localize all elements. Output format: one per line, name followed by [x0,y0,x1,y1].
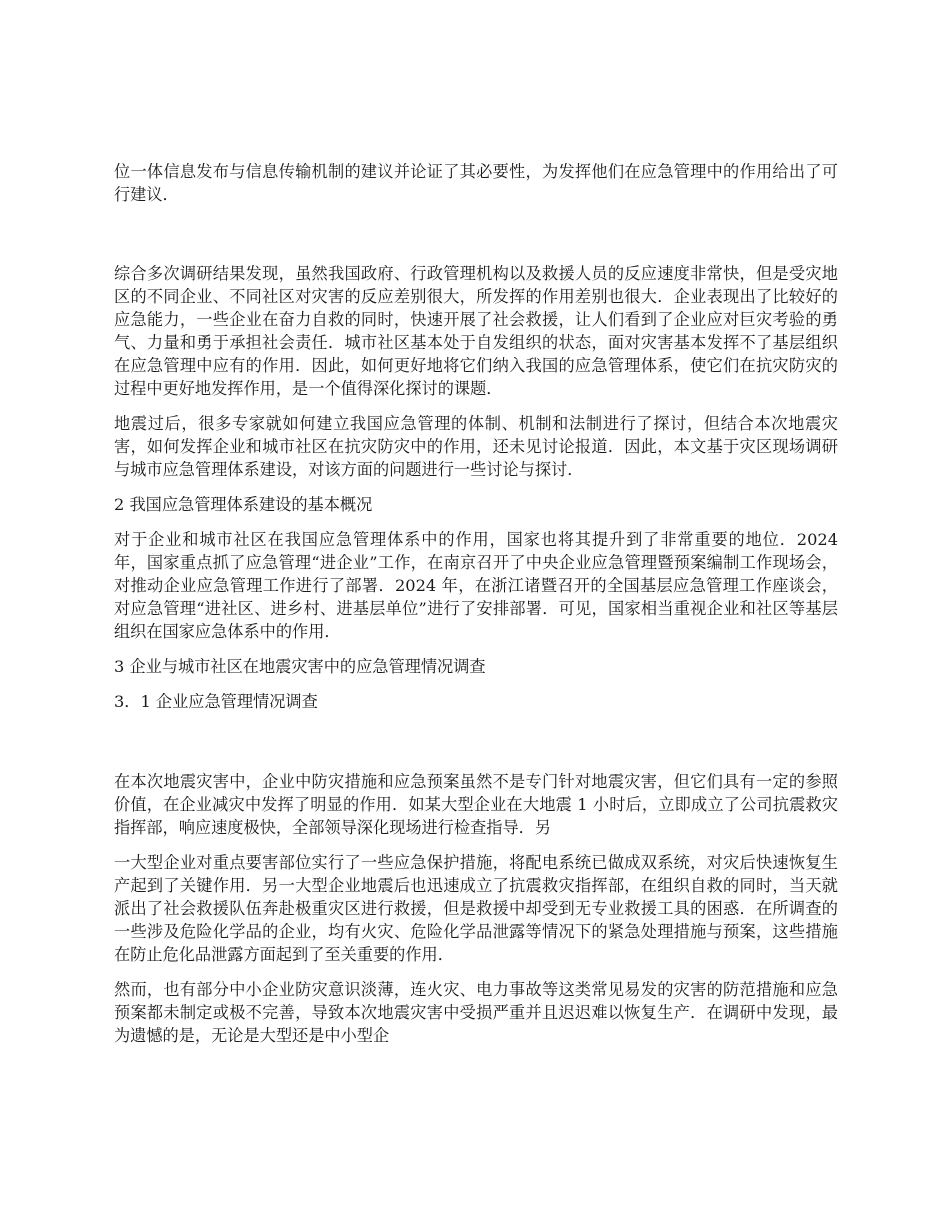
section-heading-3: 3 企业与城市社区在地震灾害中的应急管理情况调查 [114,657,486,676]
paragraph-enterprise-measures: 一大型企业对重点要害部位实行了一些应急保护措施，将配电系统已做成双系统，对灾后快速恢复生产起到了关键作用．另一大型企业地震后也迅速成立了抗震救灾指挥部，在组织自救的同时，当天就派出了社会救援队伍奔赴极重灾区进行救援，但是救援中却受到无专业救援工具的困惑．在所调查的一些涉及危险化学品的企业，均有火灾、危险化学品泄露等情况下的紧急处理措施与预案，这些措施在防止危化品泄露方面起到了至关重要的作用． [114,853,838,964]
section-heading-2: 2 我国应急管理体系建设的基本概况 [114,495,373,514]
paragraph-survey-findings: 综合多次调研结果发现，虽然我国政府、行政管理机构以及救援人员的反应速度非常快，但是受灾地区的不同企业、不同社区对灾害的反应差别很大，所发挥的作用差别也很大．企业表现出了比较好的应急能力，一些企业在奋力自救的同时，快速开展了社会救援，让人们看到了企业应对巨灾考验的勇气、力量和勇于承担社会责任．城市社区基本处于自发组织的状态，面对灾害基本发挥不了基层组织在应急管理中应有的作用．因此，如何更好地将它们纳入我国的应急管理体系，使它们在抗灾防灾的过程中更好地发挥作用，是一个值得深化探讨的课题． [114,264,838,398]
subsection-heading-3-1: 3．1 企业应急管理情况调查 [114,692,318,711]
document-body [114,160,838,1059]
paragraph-intro: 位一体信息发布与信息传输机制的建议并论证了其必要性，为发挥他们在应急管理中的作用给出了可行建议． [114,162,838,204]
paragraph-small-enterprises: 然而，也有部分中小企业防灾意识淡薄，连火灾、电力事故等这类常见易发的灾害的防范措施和应急预案都未制定或极不完善，导致本次地震灾害中受损严重并且迟迟难以恢复生产．在调研中发现，最为遗憾的是，无论是大型还是中小型企 [114,980,838,1045]
paragraph-expert-discussion: 地震过后，很多专家就如何建立我国应急管理的体制、机制和法制进行了探讨，但结合本次地震灾害，如何发挥企业和城市社区在抗灾防灾中的作用，还未见讨论报道．因此，本文基于灾区现场调研与城市应急管理体系建设，对该方面的问题进行一些讨论与探讨． [114,414,838,479]
paragraph-enterprise-response: 在本次地震灾害中，企业中防灾措施和应急预案虽然不是专门针对地震灾害，但它们具有一定的参照价值，在企业减灾中发挥了明显的作用．如某大型企业在大地震 1 小时后，立即成立了公司抗震救灾指挥部，响应速度极快，全部领导深化现场进行检查指导．另 [114,772,838,837]
paragraph-national-overview: 对于企业和城市社区在我国应急管理体系中的作用，国家也将其提升到了非常重要的地位．2024 年，国家重点抓了应急管理“进企业”工作，在南京召开了中央企业应急管理暨预案编制工作现场会，对推动企业应急管理工作进行了部署．2024 年，在浙江诸暨召开的全国基层应急管理工作座谈会，对应急管理“进社区、进乡村、进基层单位”进行了安排部署．可见，国家相当重视企业和社区等基层组织在国家应急体系中的作用． [114,530,838,641]
